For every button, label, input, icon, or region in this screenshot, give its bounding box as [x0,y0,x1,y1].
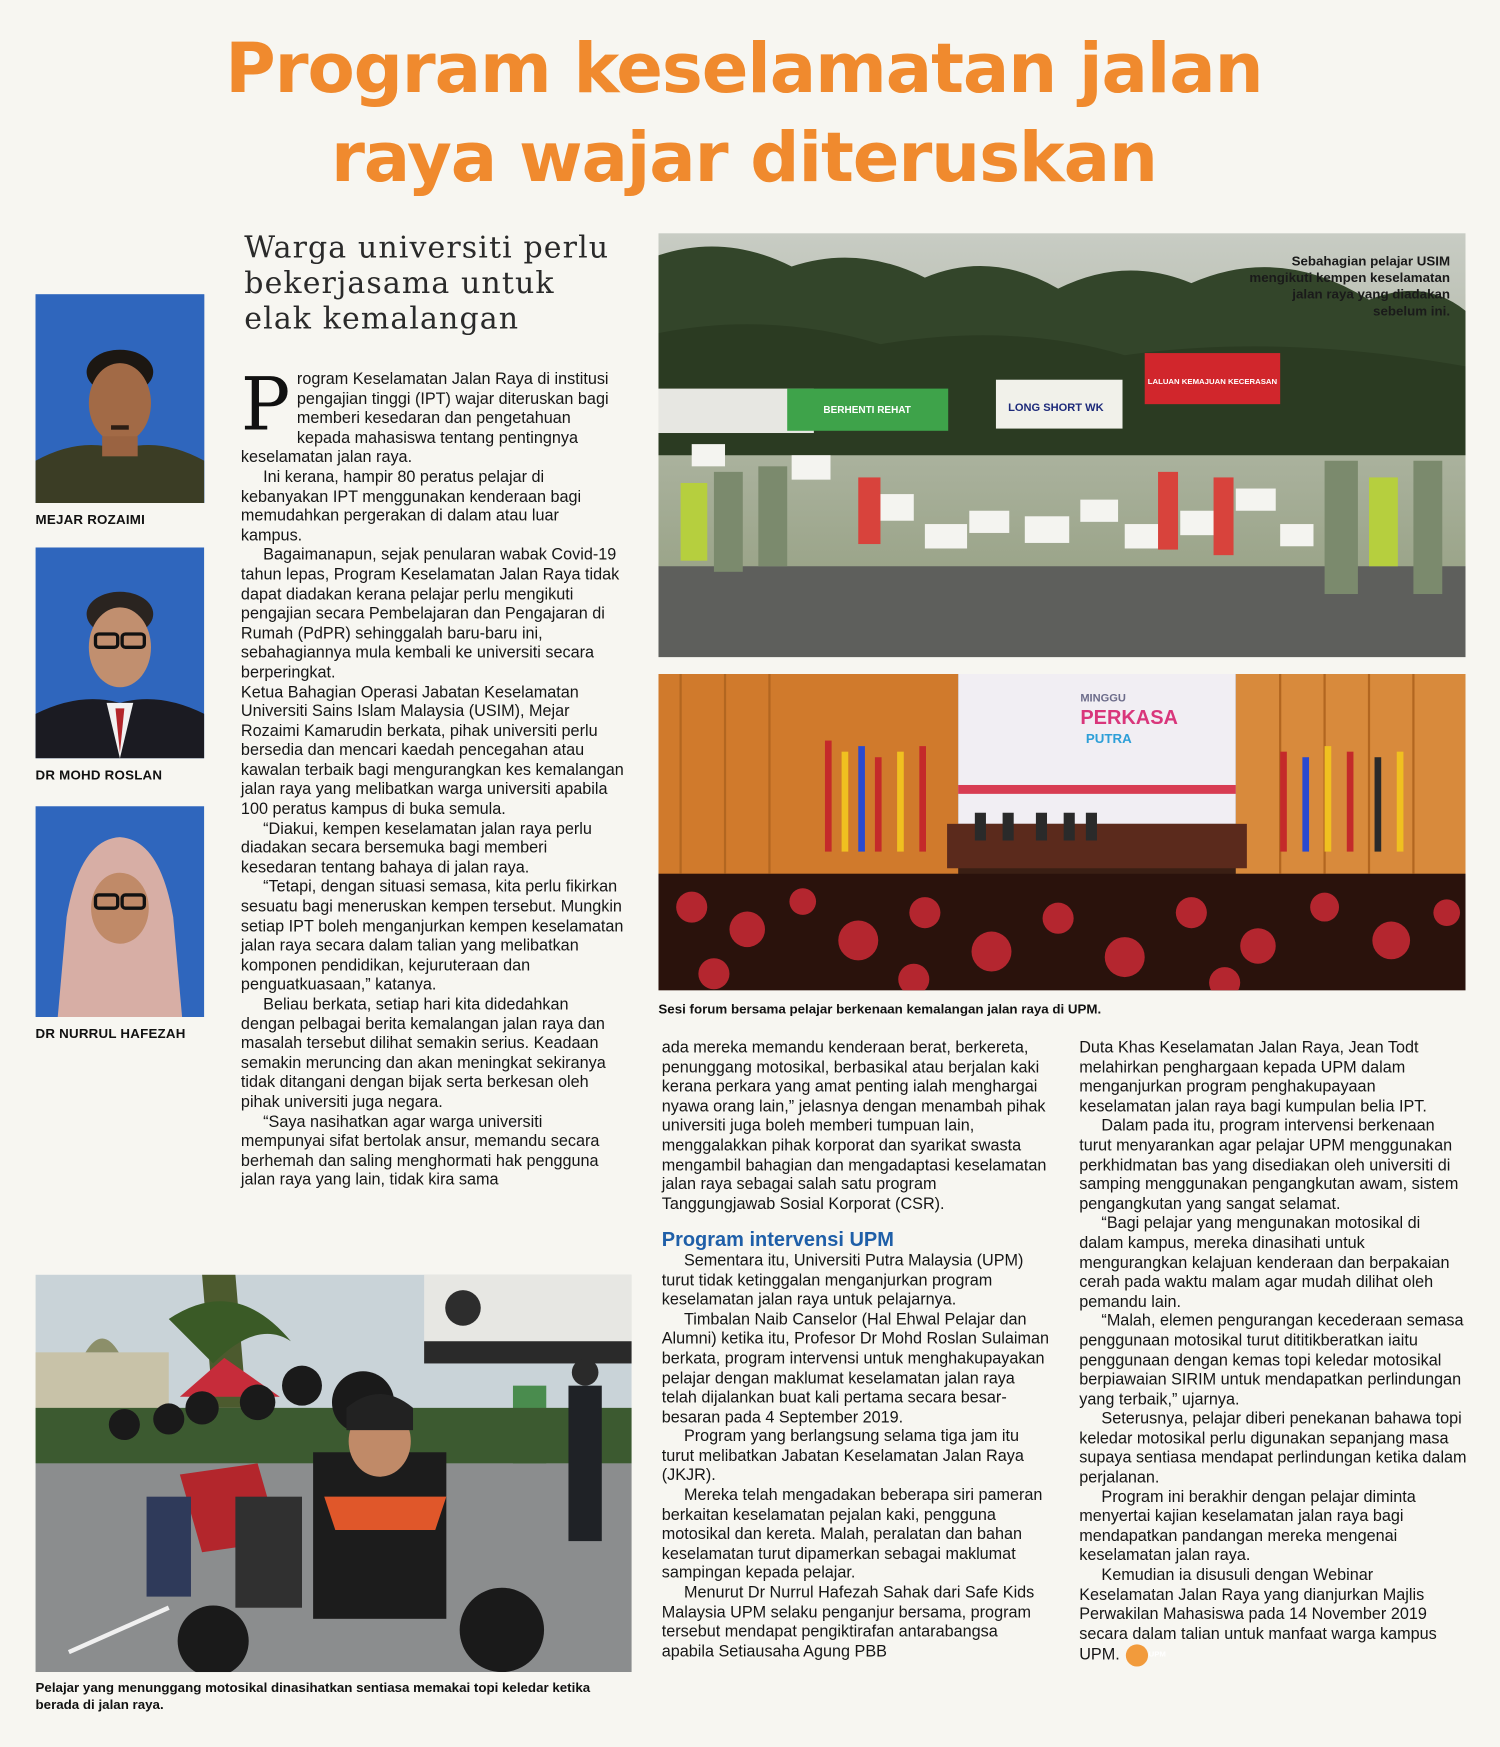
photo-upm-forum [658,674,1465,990]
upm-end-logo-icon: UPM [1126,1645,1148,1667]
drop-cap: P [240,361,291,448]
paragraph: Program ini berakhir dengan pelajar diminta menyertai kajian keselamatan jalan raya bagi mendapatkan pandangan mereka mengenai keselamatan jalan raya. [1079,1488,1416,1565]
paragraph: Timbalan Naib Canselor (Hal Ehwal Pelajar dan Alumni) ketika itu, Profesor Dr Mohd Roslan Sulaiman berkata, program intervensi untuk menghakupayakan pelajar dengan maklumat keselamatan jalan raya telah dijalankan buat kali pertama secara besar-besaran pada 4 September 2019. [661,1310,1049,1427]
article-column-1 [240,361,624,1191]
paragraph: “Bagi pelajar yang mengunakan motosikal di dalam kampus, mereka dinasihati untuk mengurangkan kelajuan kenderaan dan berpakaian cerah pada waktu malam agar mudah dilihat oleh pemandu lain. [1079,1215,1450,1311]
portrait-illustration [36,806,205,1017]
paragraph: Bagaimanapun, sejak penularan wabak Covid-19 tahun lepas, Program Keselamatan Jalan Raya tidak dapat diadakan kerana pelajar perlu mengikuti pengajian secara Pembelajaran dan Pengajaran di Rumah (PdPR) sehinggalah baru-baru ini, sebahagiannya mula kembali ke universiti secara berperingkat. [240,546,620,682]
paragraph: Seterusnya, pelajar diberi penekanan bahawa topi keledar motosikal perlu digunakan sepanjang masa supaya sentiasa mendapat perlindungan ketika dalam perjalanan. [1079,1410,1467,1487]
paragraph: Duta Khas Keselamatan Jalan Raya, Jean Todt melahirkan penghargaan kepada UPM dalam menganjurkan program penghakupayaan keselamatan jalan raya bagi kumpulan belia IPT. [1079,1039,1427,1116]
paragraph: “Malah, elemen pengurangan kecederaan semasa penggunaan motosikal turut dititikberatkan iaitu penggunaan dengan kemas topi keledar motosikal berpiawaian SIRIM untuk mendapatkan perlindungan yang terbaik,” ujarnya. [1079,1312,1464,1409]
paragraph: Program yang berlangsung selama tiga jam itu turut melibatkan Jabatan Keselamatan Jalan Raya (JKJR). [661,1428,1024,1485]
banner-green-text: BERHENTI REHAT [823,405,911,417]
portrait-illustration [36,547,205,758]
paragraph: “Tetapi, dengan situasi semasa, kita perlu fikirkan sesuatu bagi meneruskan kempen tersebut. Mungkin setiap IPT boleh menganjurkan kempen keselamatan jalan raya secara dalam talian yang melibatkan komponen pendidikan, kejuruteraan dan penguatkuasaan,” katanya. [240,878,624,995]
article-column-3 [1079,1039,1468,1667]
banner-red-text: LALUAN KEMAJUAN KECERASAN [1147,377,1278,387]
deck-line-1: Warga universiti perlu [244,230,610,266]
stage-text-2: PERKASA [1080,706,1178,729]
paragraph: Mereka telah mengadakan beberapa siri pameran berkaitan keselamatan pejalan kaki, pengguna motosikal dan kereta. Malah, peralatan dan bahan keselamatan turut dipamerkan sebagai maklumat sampingan kepada pelajar. [661,1486,1043,1583]
paragraph: Ketua Bahagian Operasi Jabatan Keselamatan Universiti Sains Islam Malaysia (USIM), Mejar Rozaimi Kamarudin berkata, pihak universiti perlu bersedia dan mencari kaedah pencegahan atau kawalan terbaik bagi mengurangkan kes kemalangan jalan raya yang melibatkan warga universiti apabila 100 peratus kampus di buka semula. [240,683,624,819]
paragraph: “Saya nasihatkan agar warga universiti mempunyai sifat bertolak ansur, memandu secara berhemah dan saling menghormati hak pengguna jalan raya yang lain, tidak kira sama [240,1113,600,1190]
portrait-mejar-rozaimi [36,294,205,503]
paragraph: “Diakui, kempen keselamatan jalan raya perlu diadakan secara bersemuka bagi memberi kesedaran tentang bahaya di jalan raya. [240,820,592,877]
section-subhead: Program intervensi UPM [661,1228,894,1251]
headline-line-2: raya wajar diteruskan [330,116,1157,198]
paragraph: Sementara itu, Universiti Putra Malaysia (UPM) turut tidak ketinggalan menganjurkan program keselamatan jalan raya untuk pelajarnya. [661,1252,1024,1310]
caption-photo-3: Pelajar yang menunggang motosikal dinasihatkan sentiasa memakai topi keledar ketika berada di jalan raya. [35,1679,591,1713]
portrait-name-1: MEJAR ROZAIMI [35,511,146,528]
stage-text-1: MINGGU [1080,692,1126,705]
motorcycle-photo-illustration [36,1275,632,1672]
banner-white-text: LONG SHORT WK [1008,401,1104,414]
photo-motorcyclists [36,1275,632,1672]
lead-text: rogram Keselamatan Jalan Raya di institusi pengajian tinggi (IPT) wajar diteruskan bagi memberi kesedaran dan pengetahuan kepada mahasiswa tentang pentingnya keselamatan jalan raya. [240,370,609,467]
paragraph: Dalam pada itu, program intervensi berkenaan turut menyarankan agar pelajar UPM menggunakan perkhidmatan bas yang disediakan oleh universiti di samping menggunakan pengangkutan awam, sistem pengangkutan yang sangat selamat. [1079,1117,1459,1214]
paragraph: Ini kerana, hampir 80 peratus pelajar di kebanyakan IPT menggunakan kenderaan bagi memudahkan pergerakan di dalam atau luar kampus. [240,468,582,545]
deck-line-2: bekerjasama untuk [244,266,555,301]
deck-subtitle [244,231,644,338]
deck-line-3: elak kemalangan [244,302,520,337]
headline-line-1: Program keselamatan jalan [225,27,1263,109]
forum-photo-illustration [658,674,1465,990]
caption-photo-2: Sesi forum bersama pelajar berkenaan kemalangan jalan raya di UPM. [658,1001,1102,1018]
paragraph: Menurut Dr Nurrul Hafezah Sahak dari Safe Kids Malaysia UPM selaku penganjur bersama, program tersebut mendapat pengiktirafan antarabangsa apabila Setiausaha Agung PBB [661,1584,1035,1661]
portrait-dr-mohd-roslan [36,547,205,758]
paragraph: ada mereka memandu kenderaan berat, berkereta, penunggang motosikal, berbasikal atau berjalan kaki kerana perkara yang amat penting ialah menghargai nyawa orang lain,” jelasnya dengan menambah pihak universiti juga boleh memberi tumpuan lain, menggalakkan pihak korporat dan syarikat swasta mengambil bahagian dan mengadaptasi keselamatan jalan raya sebagai salah satu program Tanggungjawab Sosial Korporat (CSR). [661,1039,1047,1214]
portrait-illustration [36,294,205,503]
stage-text-3: PUTRA [1085,730,1132,746]
paragraph [1079,1567,1468,1667]
lead-paragraph [240,361,624,469]
closing-text: Kemudian ia disusuli dengan Webinar Keselamatan Jalan Raya yang dianjurkan Majlis Perwakilan Mahasiswa pada 14 November 2019 secara dalam talian untuk manfaat warga kampus UPM. [1079,1566,1437,1665]
caption-photo-1: Sebahagian pelajar USIM mengikuti kempen keselamatan jalan raya yang diadakan sebelum ini. [1249,253,1451,319]
portrait-name-2: DR MOHD ROSLAN [35,767,163,783]
portrait-name-3: DR NURRUL HAFEZAH [35,1025,186,1042]
article-column-2 [662,1039,1051,1662]
portrait-dr-nurrul-hafezah [36,806,205,1017]
headline [167,24,1322,202]
paragraph: Beliau berkata, setiap hari kita didedahkan dengan pelbagai berita kemalangan jalan raya dan masalah tersebut dilihat semakin serius. Keadaan semakin meruncing dan akan meningkat sekiranya tidak ditangani dengan bijak serta berkesan oleh pihak universiti juga negara. [240,995,606,1112]
